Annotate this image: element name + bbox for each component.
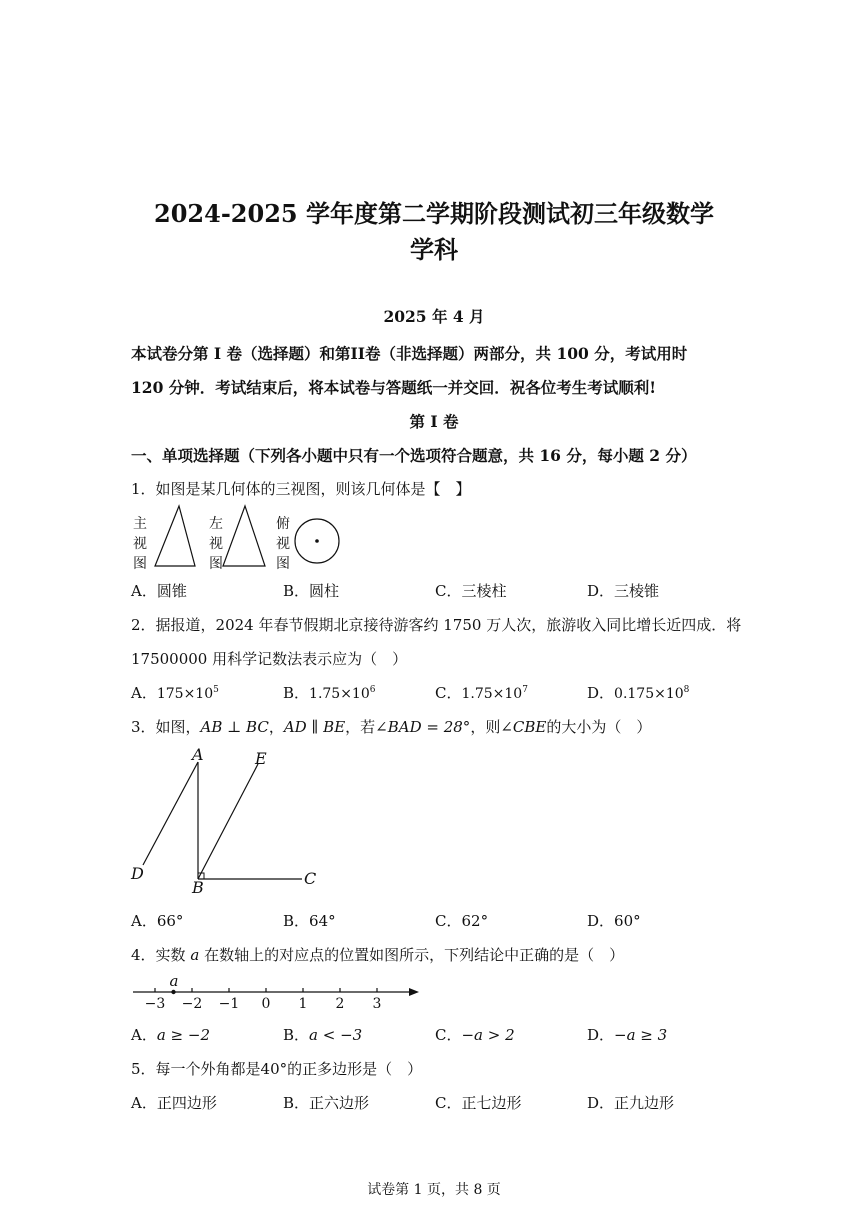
q1-front-label-char: 主 xyxy=(133,516,147,532)
q4-option-expr: a ≥ −2 xyxy=(156,1026,211,1044)
q3-separator: ， xyxy=(268,718,284,736)
q4-variable: a xyxy=(190,946,200,964)
q4-option-c[interactable] xyxy=(435,1024,515,1045)
q3-option-d[interactable]: D．60° xyxy=(587,912,641,930)
q3-stem-prefix: 3．如图， xyxy=(131,718,201,736)
q1-top-label-char: 俯 xyxy=(276,516,290,532)
q4-option-b[interactable] xyxy=(283,1024,362,1045)
q4-option-label: A． xyxy=(131,1026,157,1044)
q5-option-d[interactable]: D．正九边形 xyxy=(587,1094,675,1112)
q3-stem xyxy=(131,716,651,737)
q3-segment-BE xyxy=(198,764,258,879)
q2-option-value: 175×10 xyxy=(156,686,214,702)
q4-option-expr: −a > 2 xyxy=(461,1026,515,1044)
q1-left-view-triangle xyxy=(223,506,265,566)
q2-option-b[interactable] xyxy=(283,682,375,703)
q2-stem-line1: 2．据报道，2024 年春节假期北京接待游客约 1750 万人次，旅游收入同比增长近四成．将 xyxy=(131,616,742,634)
q4-stem-suffix: 在数轴上的对应点的位置如图所示，下列结论中正确的是（ ） xyxy=(204,946,625,964)
q4-tick-label: 1 xyxy=(298,996,308,1012)
q3-option-b[interactable]: B．64° xyxy=(283,912,336,930)
q1-front-view-triangle xyxy=(155,506,195,566)
q2-stem-line2: 17500000 用科学记数法表示应为（ ） xyxy=(131,650,408,668)
q2-option-value: 0.175×10 xyxy=(614,686,684,702)
q3-label-A: A xyxy=(192,745,204,764)
q5-option-c[interactable]: C．正七边形 xyxy=(435,1094,522,1112)
q4-stem-prefix: 4．实数 xyxy=(131,946,186,964)
q4-axis-arrow xyxy=(409,988,419,996)
q2-option-exp: 5 xyxy=(213,685,219,695)
q4-option-expr: a < −3 xyxy=(309,1026,363,1044)
q3-label-C: C xyxy=(304,869,317,888)
q4-tick-label: −1 xyxy=(218,996,240,1012)
q3-segment-AD xyxy=(143,762,198,865)
section-heading: 一、单项选择题（下列各小题中只有一个选项符合题意，共 16 分，每小题 2 分） xyxy=(131,446,697,465)
q2-option-label: D． xyxy=(587,684,615,702)
q1-front-label-char: 图 xyxy=(133,556,147,572)
q1-left-label-char: 图 xyxy=(209,556,223,572)
q5-option-a[interactable]: A．正四边形 xyxy=(131,1094,217,1112)
q3-label-E: E xyxy=(255,749,267,768)
q1-left-label-char: 视 xyxy=(209,536,223,552)
q5-stem: 5．每一个外角都是40°的正多边形是（ ） xyxy=(131,1060,423,1078)
q4-option-a[interactable] xyxy=(131,1024,210,1045)
q2-option-a[interactable] xyxy=(131,682,219,703)
q3-label-B: B xyxy=(192,878,204,897)
volume-heading: 第 I 卷 xyxy=(409,412,459,431)
exam-date: 2025 年 4 月 xyxy=(383,307,485,326)
q2-option-exp: 6 xyxy=(369,685,376,695)
q2-option-c[interactable] xyxy=(435,682,528,703)
q1-top-label-char: 图 xyxy=(276,556,290,572)
q4-point-label: a xyxy=(169,972,179,990)
q3-label-D: D xyxy=(131,864,144,883)
q2-option-label: C． xyxy=(435,684,462,702)
q1-option-b[interactable]: B．圆柱 xyxy=(283,582,340,600)
intro-line-2: 120 分钟．考试结束后，将本试卷与答题纸一并交回．祝各位考生考试顺利! xyxy=(131,378,657,397)
q3-separator: ，若 xyxy=(345,718,376,736)
intro-line-1: 本试卷分第 I 卷（选择题）和第II卷（非选择题）两部分，共 100 分，考试用时 xyxy=(131,344,688,363)
q1-top-view-center-dot xyxy=(315,539,319,543)
q3-condition-perpendicular: AB ⊥ BC xyxy=(200,718,269,736)
q1-front-label-char: 视 xyxy=(133,536,147,552)
q4-tick-label: −2 xyxy=(181,996,203,1012)
q3-condition-parallel: AD ∥ BE xyxy=(283,718,346,736)
q4-tick-label: 0 xyxy=(261,996,271,1012)
q4-option-label: B． xyxy=(283,1026,310,1044)
q2-option-label: A． xyxy=(131,684,157,702)
exam-title-line1: 2024-2025 学年度第二学期阶段测试初三年级数学 xyxy=(154,199,714,228)
q4-tick-label: 2 xyxy=(335,996,345,1012)
q1-option-d[interactable]: D．三棱锥 xyxy=(587,582,660,600)
q4-option-expr: −a ≥ 3 xyxy=(614,1026,668,1044)
q2-option-exp: 8 xyxy=(683,685,690,695)
q4-point-a xyxy=(171,990,175,994)
q2-option-value: 1.75×10 xyxy=(309,686,370,702)
q1-option-a[interactable]: A．圆锥 xyxy=(131,582,187,600)
q2-option-d[interactable] xyxy=(587,682,689,703)
q1-left-label-char: 左 xyxy=(209,516,223,532)
q4-stem xyxy=(131,944,624,965)
q3-separator: ，则 xyxy=(470,718,501,736)
q4-option-label: C． xyxy=(435,1026,462,1044)
q5-option-b[interactable]: B．正六边形 xyxy=(283,1094,370,1112)
q3-stem-suffix: 的大小为（ ） xyxy=(546,718,652,736)
q4-option-d[interactable] xyxy=(587,1024,667,1045)
page-footer: 试卷第 1 页，共 8 页 xyxy=(367,1182,501,1198)
q3-target-angle: ∠CBE xyxy=(500,718,547,736)
q2-option-value: 1.75×10 xyxy=(461,686,523,702)
q2-option-exp: 7 xyxy=(522,685,528,695)
q4-tick-label: −3 xyxy=(144,996,166,1012)
q2-option-label: B． xyxy=(283,684,310,702)
q4-tick-label: 3 xyxy=(372,996,382,1012)
q3-option-a[interactable]: A．66° xyxy=(131,912,184,930)
q1-top-label-char: 视 xyxy=(276,536,290,552)
exam-title-line2: 学科 xyxy=(410,235,458,264)
q1-stem: 1．如图是某几何体的三视图，则该几何体是【 】 xyxy=(131,480,471,498)
q3-condition-angle: ∠BAD = 28° xyxy=(375,718,471,736)
q3-option-c[interactable]: C．62° xyxy=(435,912,489,930)
q1-option-c[interactable]: C．三棱柱 xyxy=(435,582,507,600)
q4-option-label: D． xyxy=(587,1026,615,1044)
